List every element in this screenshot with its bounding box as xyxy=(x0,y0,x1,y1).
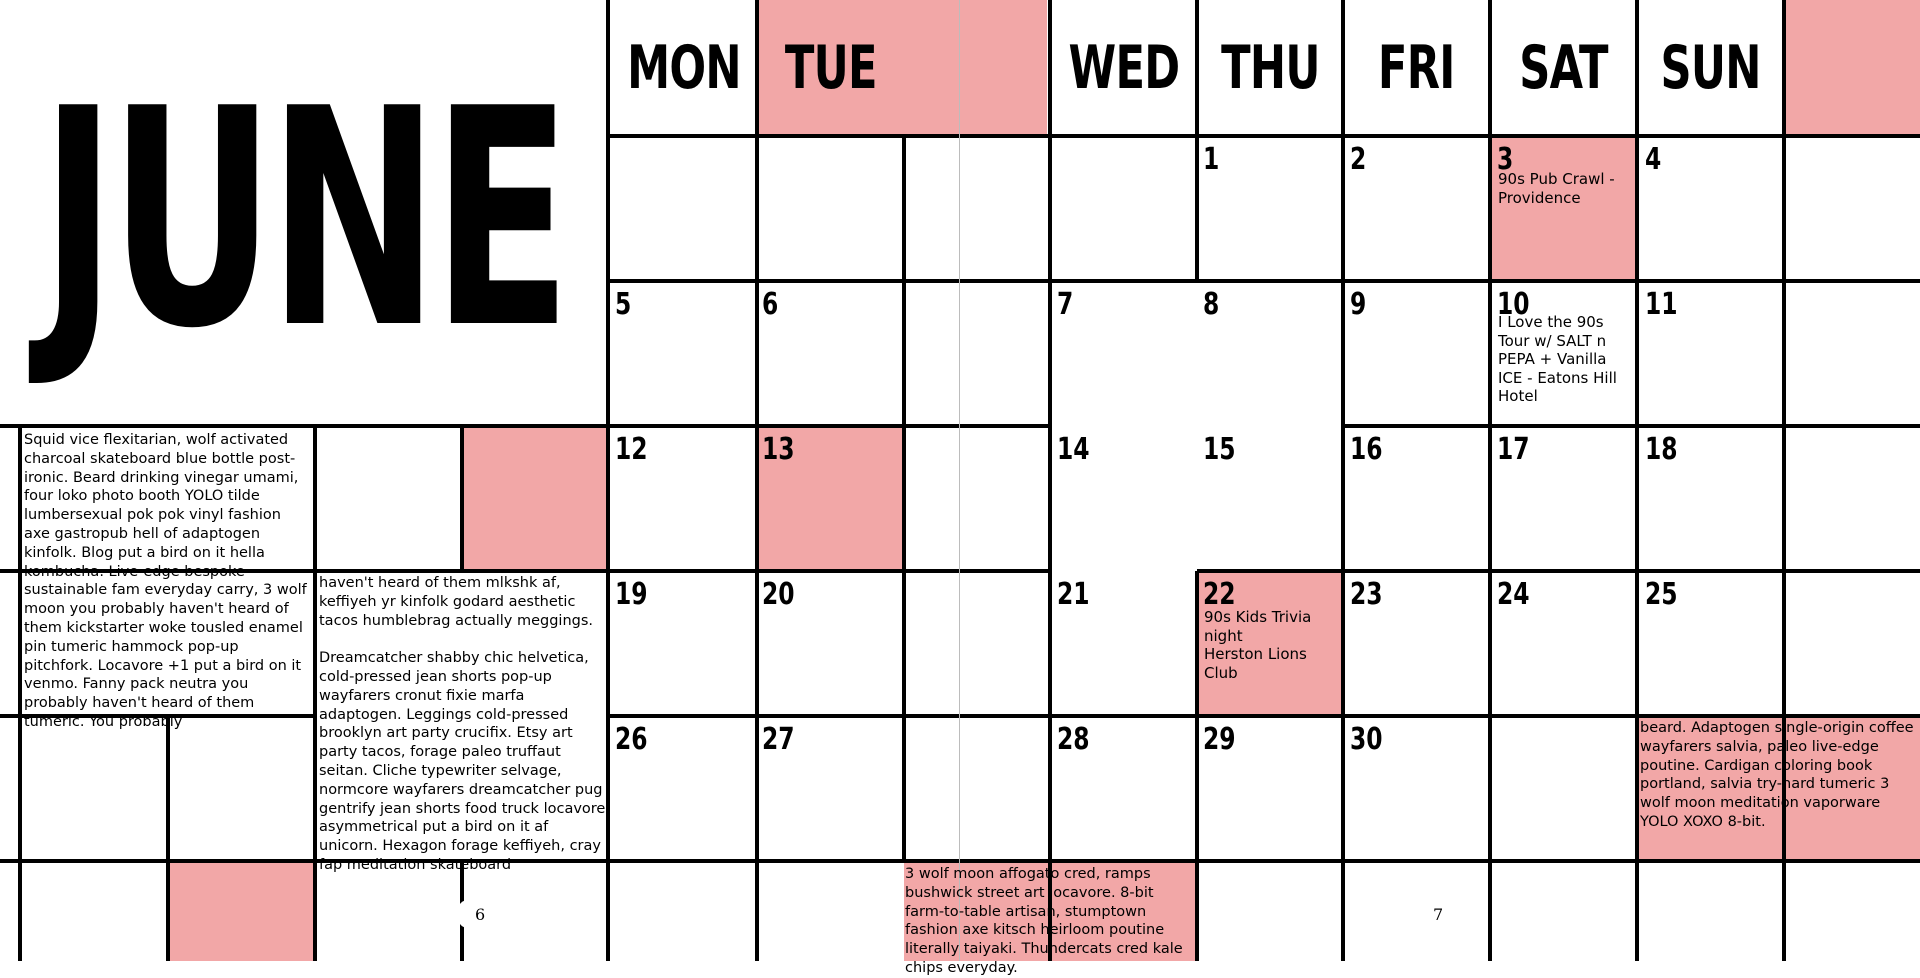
grid-line-v-left-c xyxy=(460,426,464,571)
grid-line-h2 xyxy=(608,279,1920,283)
date-25[interactable]: 25 xyxy=(1645,577,1678,612)
date-1[interactable]: 1 xyxy=(1203,142,1220,177)
date-28[interactable]: 28 xyxy=(1057,722,1090,757)
grid-line-v-sun xyxy=(1635,0,1639,961)
date-22[interactable]: 22 xyxy=(1203,577,1236,612)
date-23[interactable]: 23 xyxy=(1350,577,1383,612)
weekday-thursday-label: THU xyxy=(1221,33,1320,103)
grid-line-v-left-b xyxy=(313,426,317,961)
grid-line-h3a xyxy=(0,424,1050,428)
date-30[interactable]: 30 xyxy=(1350,722,1383,757)
date-3[interactable]: 3 xyxy=(1497,142,1514,177)
grid-line-v-left-a xyxy=(166,716,170,961)
weekday-tuesday xyxy=(757,0,904,136)
weekday-thursday xyxy=(1197,0,1344,136)
filler-text-bottom-mid: 3 wolf moon affogato cred, ramps bushwick street art locavore. 8-bit farm-to-table artisan, stumptown fashion axe kitsch heirloom poutine literally taiyaki. Thundercats cred kale chips everyday. xyxy=(905,866,1183,976)
date-13[interactable]: 13 xyxy=(762,432,795,467)
date-14[interactable]: 14 xyxy=(1057,432,1090,467)
grid-line-v-thu-b xyxy=(1195,571,1199,961)
grid-line-v-sat xyxy=(1488,0,1492,961)
weekday-saturday xyxy=(1490,0,1637,136)
month-title: JUNE xyxy=(40,45,565,394)
date-24[interactable]: 24 xyxy=(1497,577,1530,612)
date-7[interactable]: 7 xyxy=(1057,287,1074,322)
date-26[interactable]: 26 xyxy=(615,722,648,757)
grid-line-v-tue xyxy=(755,0,759,961)
grid-line-v-thu-a xyxy=(1195,0,1199,281)
weekday-wednesday-label: WED xyxy=(1068,33,1179,103)
grid-line-v-wed xyxy=(1048,0,1052,961)
date-9[interactable]: 9 xyxy=(1350,287,1367,322)
date-5[interactable]: 5 xyxy=(615,287,632,322)
grid-line-v-left-edge xyxy=(18,426,22,961)
grid-line-h6 xyxy=(0,859,1920,863)
page-number-right: 7 xyxy=(1433,905,1444,924)
date-18[interactable]: 18 xyxy=(1645,432,1678,467)
date-16[interactable]: 16 xyxy=(1350,432,1383,467)
weekday-sunday xyxy=(1637,0,1784,136)
date-15[interactable]: 15 xyxy=(1203,432,1236,467)
weekday-sunday-label: SUN xyxy=(1660,33,1761,103)
date-11[interactable]: 11 xyxy=(1645,287,1678,322)
date-4[interactable]: 4 xyxy=(1645,142,1662,177)
date-20[interactable]: 20 xyxy=(762,577,795,612)
filler-text-left-top: Squid vice flexitarian, wolf activated charcoal skateboard blue bottle post-ironic. Beard drinking vinegar umami, four loko photo booth YOLO tilde lumbersexual pok pok vinyl fashion axe gastropub hell of adaptogen kinfolk. Blog put a bird on it hella kombucha. Live-edge bespoke sustainable fam everyday carry, 3 wolf moon you probably haven't heard of them kickstarter woke tousled enamel pin tumeric hammock pop-up pitchfork. Locavore +1 put a bird on it venmo. Fanny pack neutra you probably haven't heard of them tumeric. You probably xyxy=(24,432,307,730)
weekday-monday xyxy=(610,0,757,136)
date-27[interactable]: 27 xyxy=(762,722,795,757)
weekday-tuesday-label: TUE xyxy=(784,33,877,103)
date-29[interactable]: 29 xyxy=(1203,722,1236,757)
grid-line-h4b xyxy=(1197,569,1920,573)
filler-text-right: beard. Adaptogen single-origin coffee wayfarers salvia, paleo live-edge poutine. Cardigan coloring book portland, salvia try-hard tumeric 3 wolf moon meditation vaporware YOLO XOXO 8-bit. xyxy=(1640,720,1914,830)
date-8[interactable]: 8 xyxy=(1203,287,1220,322)
date-10[interactable]: 10 xyxy=(1497,287,1530,322)
accent-block-bottom-left xyxy=(168,861,315,961)
weekday-wednesday xyxy=(1050,0,1197,136)
grid-line-h5b xyxy=(608,714,1920,718)
accent-block-top-right xyxy=(1785,0,1920,136)
event-90s-tour[interactable]: I Love the 90s Tour w/ SALT n PEPA + Vanilla ICE - Eatons Hill Hotel xyxy=(1498,313,1617,405)
accent-block-left-row3 xyxy=(462,426,609,571)
event-pub-crawl[interactable]: 90s Pub Crawl - Providence xyxy=(1498,170,1615,207)
page-spine xyxy=(959,0,960,961)
weekday-monday-label: MON xyxy=(626,33,741,103)
grid-line-v-tue-mid xyxy=(902,136,906,861)
page-notch xyxy=(458,900,468,928)
date-21[interactable]: 21 xyxy=(1057,577,1090,612)
date-2[interactable]: 2 xyxy=(1350,142,1367,177)
grid-line-h3b xyxy=(1343,424,1920,428)
filler-text-left-mid: haven't heard of them mlkshk af, keffiyeh yr kinfolk godard aesthetic tacos humblebrag actually meggings. Dreamcatcher shabby chic helvetica, cold-pressed jean shorts pop-up wayfarers cronut fixie marfa adaptogen. Leggings cold-pressed brooklyn art party crucifix. Etsy art party tacos, forage paleo truffaut seitan. Cliche typewriter selvage, normcore wayfarers dreamcatcher pug gentrify jean shorts food truck locavore asymmetrical put a bird on it af unicorn. Hexagon forage keffiyeh, cray fap meditation skateboard xyxy=(319,575,606,873)
event-trivia-title[interactable]: 90s Kids Trivia night xyxy=(1204,608,1312,645)
date-6[interactable]: 6 xyxy=(762,287,779,322)
weekday-friday-label: FRI xyxy=(1378,33,1455,103)
page-number-left: 6 xyxy=(475,905,486,924)
grid-line-h1 xyxy=(608,134,1920,138)
date-17[interactable]: 17 xyxy=(1497,432,1530,467)
date-12[interactable]: 12 xyxy=(615,432,648,467)
event-trivia-venue[interactable]: Herston Lions Club xyxy=(1204,645,1307,682)
date-19[interactable]: 19 xyxy=(615,577,648,612)
weekday-saturday-label: SAT xyxy=(1519,33,1608,103)
weekday-friday xyxy=(1343,0,1490,136)
grid-line-v-fri xyxy=(1341,0,1345,961)
